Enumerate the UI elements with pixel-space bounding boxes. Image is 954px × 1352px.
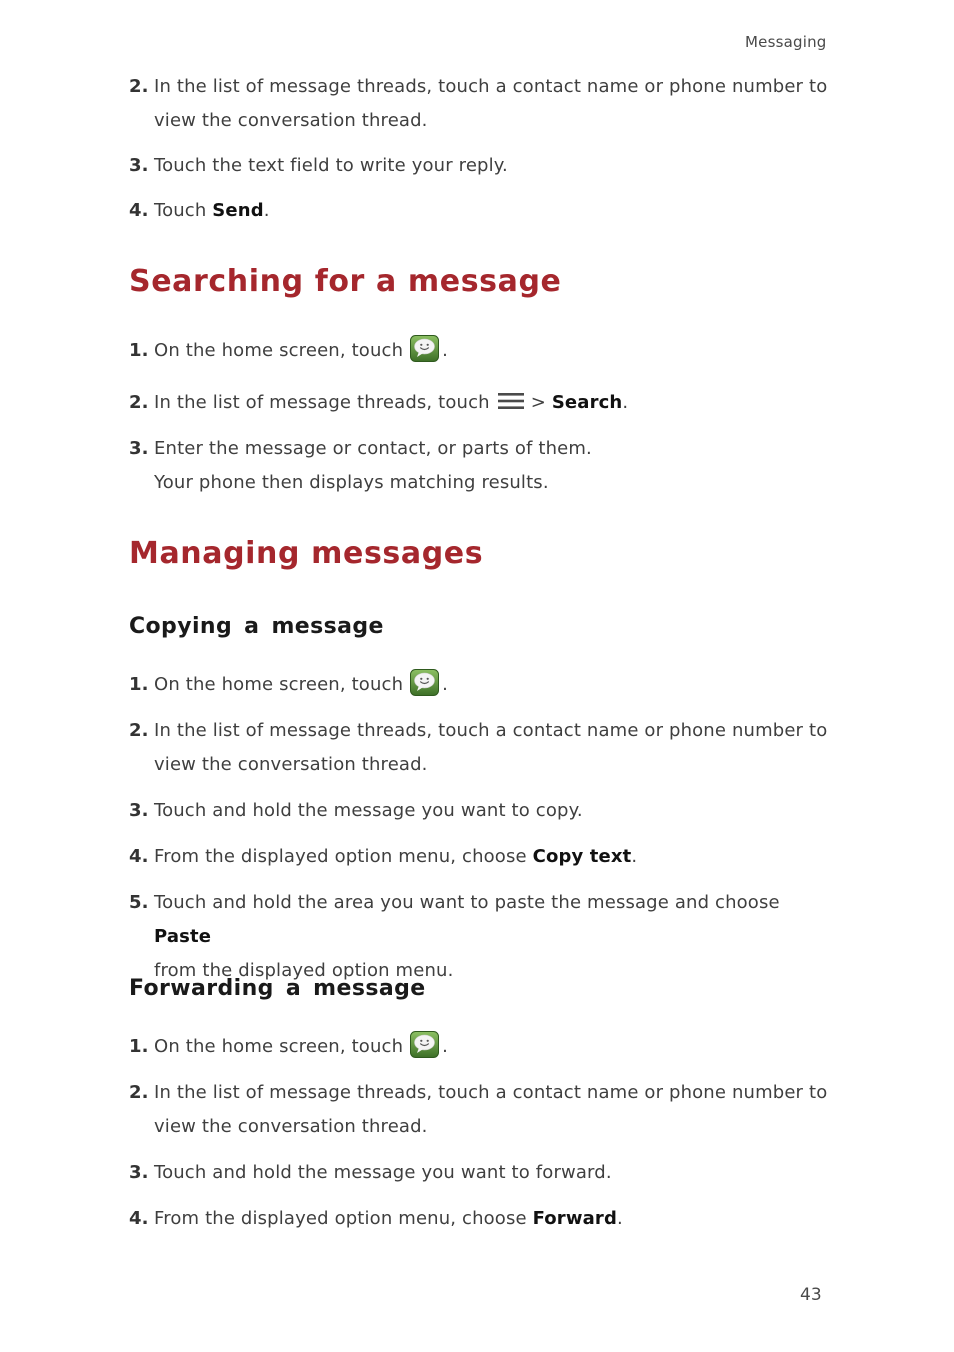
section-title-managing: Managing messages: [129, 536, 484, 571]
messaging-app-icon: [410, 1031, 439, 1058]
list-item: [129, 194, 829, 228]
step-number: 1.: [129, 340, 149, 361]
step-text: In the list of message threads, touch > Search.: [154, 392, 629, 413]
list-item: [129, 149, 829, 183]
step-text: On the home screen, touch .: [154, 334, 829, 368]
menu-icon: [497, 391, 525, 411]
step-text: Touch and hold the message you want to forward.: [154, 1162, 612, 1183]
list-item: [129, 432, 829, 500]
messaging-app-icon: [410, 335, 439, 362]
step-number: 2.: [129, 76, 149, 97]
subsection-title-copying: Copying a message: [129, 614, 384, 639]
step-number: 4.: [129, 1208, 149, 1229]
list-item: [129, 1202, 829, 1236]
step-number: 4.: [129, 200, 149, 221]
subsection-title-forwarding: Forwarding a message: [129, 976, 426, 1001]
step-number: 2.: [129, 392, 149, 413]
ui-term-copy-text: Copy text: [532, 846, 632, 867]
running-header: Messaging: [745, 33, 827, 51]
list-item: [129, 668, 829, 702]
list-item: [129, 386, 829, 420]
step-text: In the list of message threads, touch a contact name or phone number to: [154, 720, 828, 741]
list-item: [129, 1030, 829, 1064]
step-number: 2.: [129, 720, 149, 741]
step-text: In the list of message threads, touch a contact name or phone number to: [154, 76, 828, 97]
step-text-continued: view the conversation thread.: [154, 110, 428, 131]
step-number: 3.: [129, 800, 149, 821]
list-item: [129, 1156, 829, 1190]
step-number: 3.: [129, 438, 149, 459]
step-number: 4.: [129, 846, 149, 867]
list-item: [129, 840, 829, 874]
step-text: From the displayed option menu, choose Forward.: [154, 1208, 623, 1229]
list-item: [129, 794, 829, 828]
step-text-continued: Your phone then displays matching results.: [154, 472, 549, 493]
step-text: On the home screen, touch .: [154, 1030, 829, 1064]
step-number: 2.: [129, 1082, 149, 1103]
step-text: Enter the message or contact, or parts of them.: [154, 438, 592, 459]
list-item: [129, 1076, 829, 1144]
step-number: 1.: [129, 1036, 149, 1057]
step-text-continued: view the conversation thread.: [154, 1116, 428, 1137]
step-number: 3.: [129, 1162, 149, 1183]
step-number: 1.: [129, 674, 149, 695]
ui-term-paste: Paste: [154, 926, 212, 947]
step-text: Touch Send.: [154, 200, 270, 221]
step-text: Touch and hold the area you want to paste the message and choose Paste: [154, 892, 780, 947]
step-text-continued: view the conversation thread.: [154, 754, 428, 775]
step-text: Touch the text field to write your reply.: [154, 155, 508, 176]
section-title-searching: Searching for a message: [129, 264, 562, 299]
step-text: On the home screen, touch .: [154, 668, 829, 702]
list-item: [129, 886, 829, 988]
step-number: 3.: [129, 155, 149, 176]
step-number: 5.: [129, 892, 149, 913]
list-item: [129, 714, 829, 782]
step-text: In the list of message threads, touch a contact name or phone number to: [154, 1082, 828, 1103]
step-text: Touch and hold the message you want to copy.: [154, 800, 583, 821]
ui-term-search: Search: [551, 392, 623, 413]
page-number: 43: [800, 1285, 822, 1305]
ui-term-forward: Forward: [532, 1208, 617, 1229]
step-text-continued: from the displayed option menu.: [154, 960, 454, 981]
step-text: From the displayed option menu, choose Copy text.: [154, 846, 638, 867]
messaging-app-icon: [410, 669, 439, 696]
list-item: [129, 70, 829, 138]
list-item: [129, 334, 829, 368]
ui-term-send: Send: [212, 200, 264, 221]
